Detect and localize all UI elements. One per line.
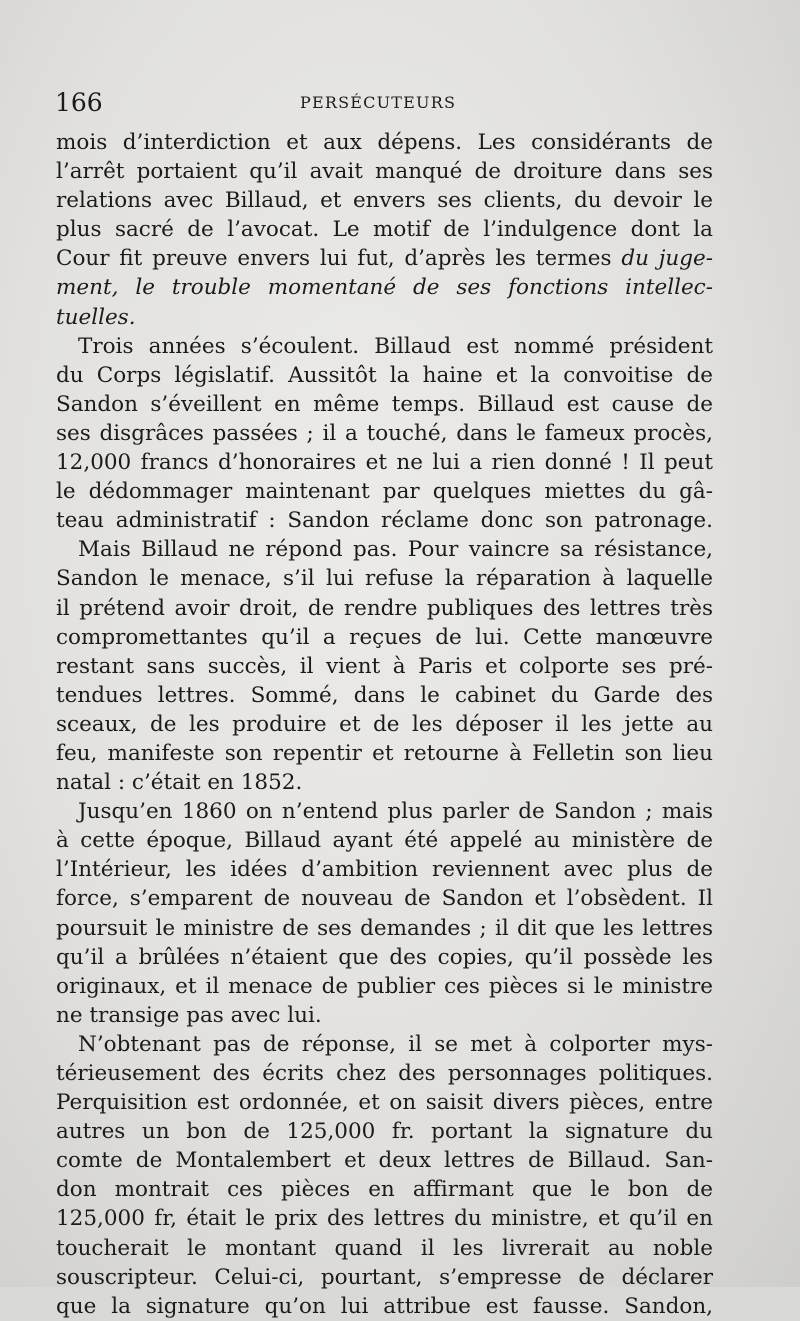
text-line: restant sans succès, il vient à Paris et colporte ses pré-: [56, 653, 713, 679]
text-line: plus sacré de l’avocat. Le motif de l’indulgence dont la: [56, 217, 713, 243]
text-line: force, s’emparent de nouveau de Sandon et l’obsèdent. Il: [56, 886, 713, 912]
text-line: teau administratif : Sandon réclame donc son patronage.: [56, 508, 713, 534]
text-line: l’arrêt portaient qu’il avait manqué de droiture dans ses: [56, 159, 713, 185]
text-line: Mais Billaud ne répond pas. Pour vaincre sa résistance,: [78, 537, 713, 563]
page-number: 166: [55, 88, 103, 117]
text-line: ment, le trouble momentané de ses fonctions intellec-: [56, 275, 713, 301]
text-line: il prétend avoir droit, de rendre publiques des lettres très: [56, 595, 713, 621]
text-line: souscripteur. Celui-ci, pourtant, s’empresse de déclarer: [56, 1264, 713, 1290]
text-line: compromettantes qu’il a reçues de lui. Cette manœuvre: [56, 624, 713, 650]
text-line: ne transige pas avec lui.: [56, 1002, 322, 1028]
text-line: relations avec Billaud, et envers ses clients, du devoir le: [56, 188, 713, 214]
text-line-roman-part: Cour fit preuve envers lui fut, d’après les termes: [56, 246, 622, 272]
text-line: Trois années s’écoulent. Billaud est nommé président: [78, 333, 713, 359]
text-line: que la signature qu’on lui attribue est fausse. Sandon,: [56, 1293, 713, 1319]
text-line: autres un bon de 125,000 fr. portant la signature du: [56, 1119, 713, 1145]
text-line: tuelles.: [56, 304, 136, 330]
text-line: [56, 244, 713, 273]
body-text: [56, 128, 713, 1321]
text-line: Perquisition est ordonnée, et on saisit divers pièces, entre: [56, 1090, 713, 1116]
text-line: 125,000 fr, était le prix des lettres du ministre, et qu’il en: [56, 1206, 713, 1232]
text-line: N’obtenant pas de réponse, il se met à colporter mys-: [78, 1031, 713, 1057]
text-line: originaux, et il menace de publier ces pièces si le ministre: [56, 973, 713, 999]
text-line: Jusqu’en 1860 on n’entend plus parler de Sandon ; mais: [78, 799, 713, 825]
text-line: térieusement des écrits chez des personnages politiques.: [56, 1061, 713, 1086]
text-line: à cette époque, Billaud ayant été appelé au ministère de: [56, 828, 713, 854]
running-title: PERSÉCUTEURS: [300, 93, 457, 112]
text-line: don montrait ces pièces en affirmant que le bon de: [56, 1177, 713, 1203]
text-line: du Corps législatif. Aussitôt la haine et la convoitise de: [56, 362, 713, 388]
running-head: [55, 88, 715, 118]
text-line: le dédommager maintenant par quelques miettes du gâ-: [56, 479, 713, 505]
text-line: poursuit le ministre de ses demandes ; il dit que les lettres: [56, 915, 713, 941]
text-line: 12,000 francs d’honoraires et ne lui a rien donné ! Il peut: [56, 450, 713, 476]
text-line: mois d’interdiction et aux dépens. Les considérants de: [56, 130, 713, 155]
text-line: tendues lettres. Sommé, dans le cabinet du Garde des: [56, 682, 713, 708]
text-line: Sandon le menace, s’il lui refuse la réparation à laquelle: [56, 566, 713, 592]
text-line: ses disgrâces passées ; il a touché, dans le fameux procès,: [56, 420, 713, 446]
text-line: Sandon s’éveillent en même temps. Billaud est cause de: [56, 391, 713, 417]
text-line: l’Intérieur, les idées d’ambition reviennent avec plus de: [56, 857, 713, 883]
text-line: natal : c’était en 1852.: [56, 770, 303, 796]
text-line: toucherait le montant quand il les livrerait au noble: [56, 1235, 713, 1261]
text-line-italic-part: du juge-: [621, 246, 713, 272]
text-line: feu, manifeste son repentir et retourne à Felletin son lieu: [56, 740, 713, 766]
text-line: qu’il a brûlées n’étaient que des copies, qu’il possède les: [56, 944, 713, 970]
text-line: comte de Montalembert et deux lettres de Billaud. San-: [56, 1148, 713, 1174]
text-line: sceaux, de les produire et de les déposer il les jette au: [56, 711, 713, 737]
